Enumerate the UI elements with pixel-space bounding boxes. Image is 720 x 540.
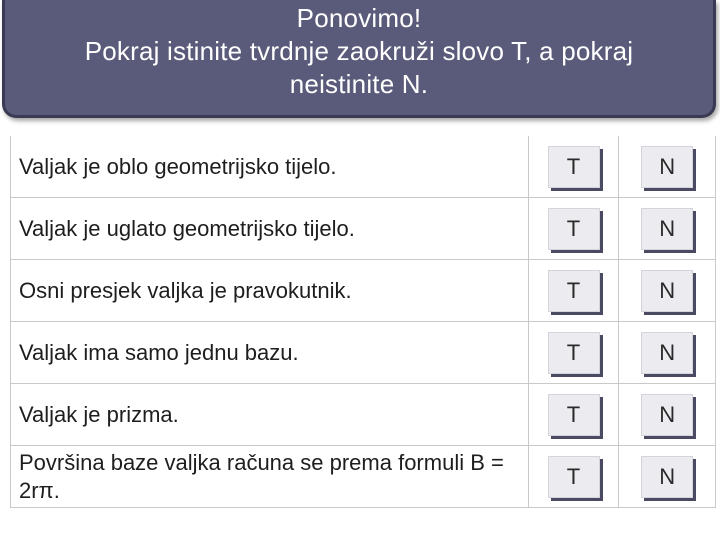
- false-option-cell: [619, 446, 716, 508]
- statement-text: Valjak je prizma.: [11, 384, 529, 446]
- table-row: [11, 384, 716, 446]
- true-option-cell: [528, 446, 619, 508]
- table-row: [11, 446, 716, 508]
- true-option-cell: [528, 322, 619, 384]
- statement-text: Površina baze valjka računa se prema formuli B = 2rπ.: [11, 446, 529, 508]
- false-option-button[interactable]: N: [641, 394, 693, 436]
- statement-text: Valjak ima samo jednu bazu.: [11, 322, 529, 384]
- statement-text: Valjak je uglato geometrijsko tijelo.: [11, 198, 529, 260]
- false-option-cell: [619, 260, 716, 322]
- true-option-cell: [528, 260, 619, 322]
- table-row: [11, 322, 716, 384]
- true-option-button[interactable]: T: [548, 456, 600, 498]
- true-option-button[interactable]: T: [548, 394, 600, 436]
- header-title: Ponovimo!: [296, 3, 422, 33]
- false-option-button[interactable]: N: [641, 270, 693, 312]
- false-option-button[interactable]: N: [641, 208, 693, 250]
- false-option-cell: [619, 384, 716, 446]
- true-option-cell: [528, 198, 619, 260]
- statement-text: Osni presjek valjka je pravokutnik.: [11, 260, 529, 322]
- table-row: [11, 136, 716, 198]
- true-option-cell: [528, 136, 619, 198]
- true-option-button[interactable]: T: [548, 332, 600, 374]
- true-false-table: [10, 136, 716, 508]
- header-instruction-line-1: Pokraj istinite tvrdnje zaokruži slovo T, a pokraj: [84, 36, 634, 66]
- slide-header: [2, 0, 716, 118]
- statement-text: Valjak je oblo geometrijsko tijelo.: [11, 136, 529, 198]
- false-option-cell: [619, 198, 716, 260]
- true-option-button[interactable]: T: [548, 146, 600, 188]
- false-option-cell: [619, 136, 716, 198]
- table-row: [11, 260, 716, 322]
- false-option-cell: [619, 322, 716, 384]
- false-option-button[interactable]: N: [641, 146, 693, 188]
- true-option-cell: [528, 384, 619, 446]
- false-option-button[interactable]: N: [641, 456, 693, 498]
- true-option-button[interactable]: T: [548, 270, 600, 312]
- false-option-button[interactable]: N: [641, 332, 693, 374]
- true-option-button[interactable]: T: [548, 208, 600, 250]
- header-instruction-line-2: neistinite N.: [289, 69, 429, 99]
- table-row: [11, 198, 716, 260]
